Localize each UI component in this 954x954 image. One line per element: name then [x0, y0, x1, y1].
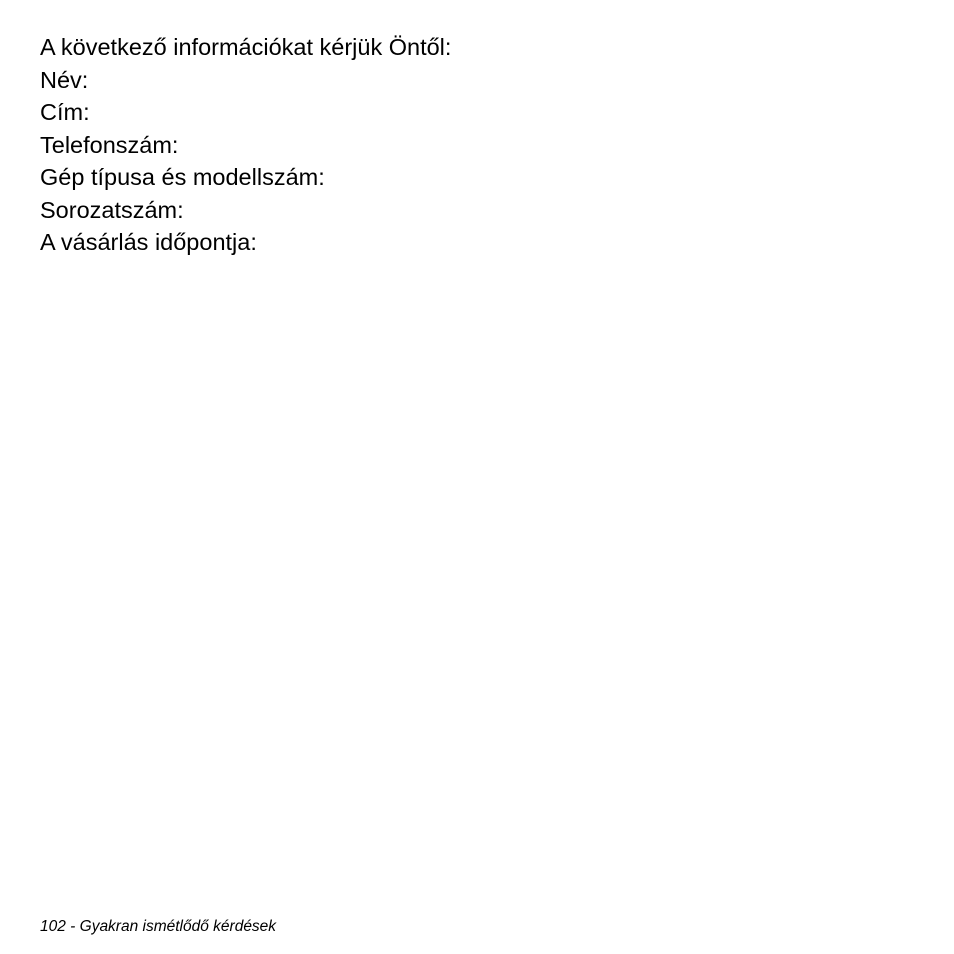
document-body — [40, 31, 920, 259]
page-footer: 102 - Gyakran ismétlődő kérdések — [40, 918, 277, 935]
intro-text: A következő információkat kérjük Öntől: — [40, 34, 452, 60]
field-label-address: Cím: — [40, 99, 90, 125]
field-label-serial: Sorozatszám: — [40, 196, 184, 223]
field-label-model: Gép típusa és modellszám: — [40, 164, 325, 190]
field-label-phone: Telefonszám: — [40, 131, 179, 158]
field-label-name: Név: — [40, 66, 89, 93]
field-label-purchase-date: A vásárlás időpontja: — [40, 229, 257, 255]
